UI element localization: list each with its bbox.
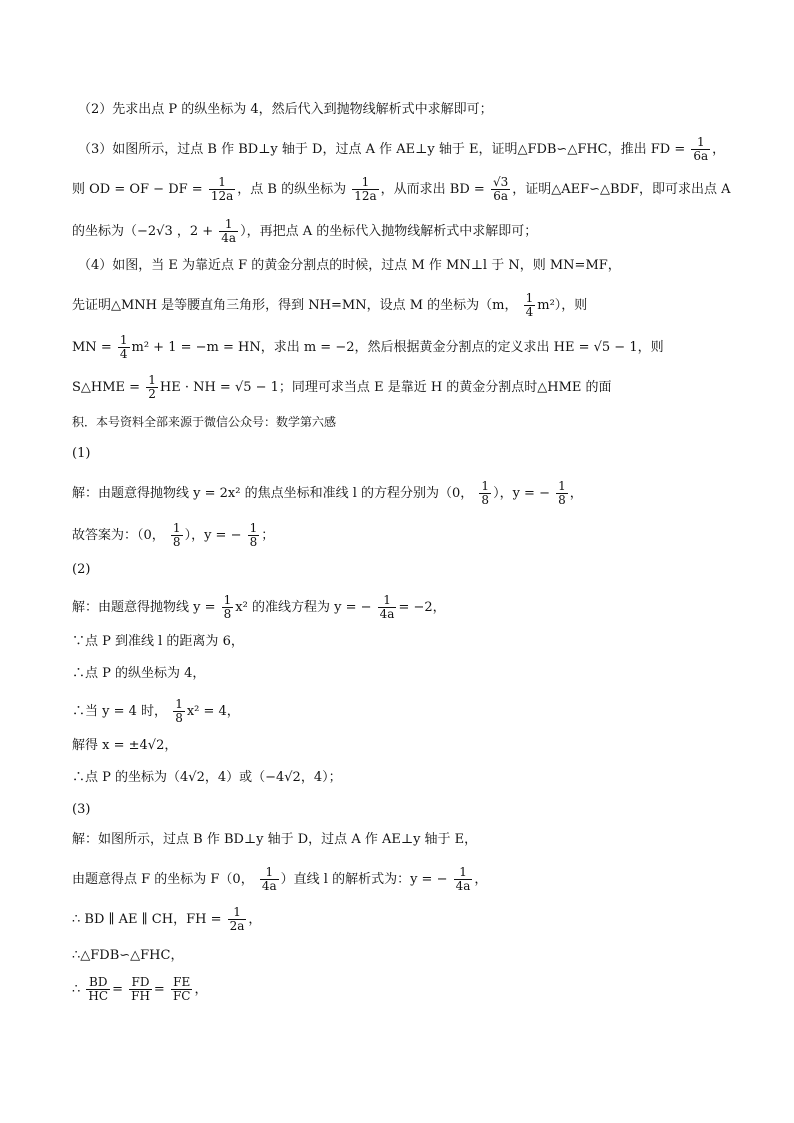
- analysis-part-3-text-b3: ，从而求出 BD =: [380, 182, 485, 197]
- analysis-part-2-text: （2）先求出点 P 的纵坐标为 4，然后代入到抛物线解析式中求解即可；: [78, 102, 493, 117]
- analysis-part-4-text-b2: m²），则: [537, 298, 588, 313]
- solution-1-line-1: 解：由题意得抛物线 y = 2x² 的焦点坐标和准线 l 的方程分别为（0， $\frac{1}{8}$ ），y = − $\frac{1}{8}$ ，: [72, 479, 583, 507]
- fraction-answer-focus: $\frac{1}{8}$: [172, 521, 181, 549]
- fraction-answer-directrix: $\frac{1}{8}$: [249, 521, 258, 549]
- fraction-line-l: $\frac{1}{4a}$: [455, 865, 471, 893]
- fraction-od: $\frac{1}{12a}$: [210, 175, 234, 203]
- fraction-mn: $\frac{1}{4}$: [119, 333, 128, 361]
- analysis-part-3-line-2: [72, 176, 732, 203]
- solution-1-label: (1): [72, 446, 91, 461]
- solution-3-line-4: ∴△FDB∽△FHC，: [72, 948, 184, 963]
- solution-3-line-5: ∴ $\frac{BD}{HC}$ = $\frac{FD}{FH}$ = $\frac{FE}{FC}$ ，: [72, 975, 208, 1003]
- fraction-directrix: $\frac{1}{8}$: [558, 479, 566, 507]
- solution-3-label: (3): [72, 802, 91, 817]
- solution-2-line-2: ∵点 P 到准线 l 的距离为 6，: [72, 634, 244, 649]
- analysis-part-3-text-a: （3）如图所示，过点 B 作 BD⊥y 轴于 D，过点 A 作 AE⊥y 轴于 E，证明△FDB∽△FHC，推出 FD =: [78, 142, 686, 157]
- analysis-part-4-line-5: [72, 412, 732, 432]
- fraction-bd-hc: $\frac{BD}{HC}$: [88, 975, 109, 1003]
- analysis-part-3-text-b1: 则 OD = OF − DF =: [72, 182, 203, 197]
- fraction-fd-fh: $\frac{FD}{FH}$: [131, 975, 150, 1003]
- analysis-part-3-text-b4: ，证明△AEF∽△BDF，即可求出点 A: [512, 182, 731, 197]
- solution-2-line-5: 解得 x = ±4√2，: [72, 738, 178, 753]
- solution-2-line-3: ∴点 P 的纵坐标为 4，: [72, 666, 206, 681]
- fraction-area: $\frac{1}{2}$: [148, 373, 156, 401]
- analysis-part-3-line-3: [72, 218, 732, 245]
- fraction-m-coord: $\frac{1}{4}$: [525, 291, 534, 319]
- analysis-part-4-line-2: [72, 292, 732, 319]
- analysis-part-4-text-c1: MN =: [72, 340, 112, 355]
- analysis-part-3-text-c1: 的坐标为（−2√3 ，2 +: [72, 224, 214, 239]
- fraction-coef: $\frac{1}{8}$: [223, 593, 232, 621]
- analysis-part-4-line-3: [72, 334, 732, 361]
- solution-2-line-4: ∴当 y = 4 时， $\frac{1}{8}$ x² = 4，: [72, 697, 240, 725]
- fraction-fd: $\frac{1}{6a}$: [693, 135, 709, 163]
- fraction-f-y: $\frac{1}{4a}$: [261, 865, 277, 893]
- solution-1-line-2: 故答案为：（0， $\frac{1}{8}$ ），y = − $\frac{1}{8}$ ；: [72, 521, 275, 549]
- fraction-fe-fc: $\frac{FE}{FC}$: [172, 975, 191, 1003]
- solution-2-label: (2): [72, 562, 91, 577]
- analysis-part-4-line-1: [78, 256, 738, 276]
- fraction-a-y: $\frac{1}{4a}$: [221, 217, 237, 245]
- fraction-focus: $\frac{1}{8}$: [481, 479, 490, 507]
- solution-3-line-3: ∴ BD ∥ AE ∥ CH，FH = $\frac{1}{2a}$ ，: [72, 905, 262, 933]
- analysis-part-3-text-b2: ，点 B 的纵坐标为: [237, 182, 347, 197]
- solution-2-line-1: 解：由题意得抛物线 y = $\frac{1}{8}$ x² 的准线方程为 y = − $\frac{1}{4a}$ = −2，: [72, 593, 446, 621]
- fraction-bd: $\frac{√3}{6a}$: [492, 175, 509, 203]
- fraction-b-y: $\frac{1}{12a}$: [354, 175, 377, 203]
- analysis-part-4-text-a: （4）如图，当 E 为靠近点 F 的黄金分割点的时候，过点 M 作 MN⊥l 于 N，则 MN=MF，: [78, 258, 621, 273]
- fraction-fh: $\frac{1}{2a}$: [229, 905, 245, 933]
- solution-3-line-2: 由题意得点 F 的坐标为 F（0， $\frac{1}{4a}$ ）直线 l 的解析式为：y = − $\frac{1}{4a}$ ，: [72, 865, 488, 893]
- analysis-part-2: [78, 100, 738, 120]
- analysis-part-4-text-c2: m² + 1 = −m = HN，求出 m = −2，然后根据黄金分割点的定义求出 HE = √5 − 1，则: [131, 340, 664, 355]
- analysis-part-4-line-4: [72, 374, 732, 401]
- analysis-part-4-text-b1: 先证明△MNH 是等腰直角三角形，得到 NH=MN，设点 M 的坐标为（m，: [72, 298, 518, 313]
- fraction-eq: $\frac{1}{8}$: [175, 697, 183, 725]
- solution-3-line-1: 解：如图所示，过点 B 作 BD⊥y 轴于 D，过点 A 作 AE⊥y 轴于 E，: [72, 832, 478, 847]
- analysis-part-3-line-1: （3）如图所示，过点 B 作 BD⊥y 轴于 D，过点 A 作 AE⊥y 轴于 E，证明△FDB∽△FHC，推出 FD = $\frac{1}{6a}$ ，: [78, 135, 726, 163]
- analysis-part-4-text-d1: S△HME =: [72, 380, 141, 395]
- solution-2-line-6: ∴点 P 的坐标为（4√2，4）或（−4√2，4）；: [72, 770, 342, 785]
- analysis-part-4-text-e: 积．本号资料全部来源于微信公众号：数学第六感: [72, 415, 337, 429]
- fraction-directrix-2: $\frac{1}{4a}$: [379, 593, 395, 621]
- analysis-part-3-text-c2: ），再把点 A 的坐标代入抛物线解析式中求解即可；: [240, 224, 538, 239]
- analysis-part-4-text-d2: HE · NH = √5 − 1；同理可求当点 E 是靠近 H 的黄金分割点时△HME 的面: [159, 380, 612, 395]
